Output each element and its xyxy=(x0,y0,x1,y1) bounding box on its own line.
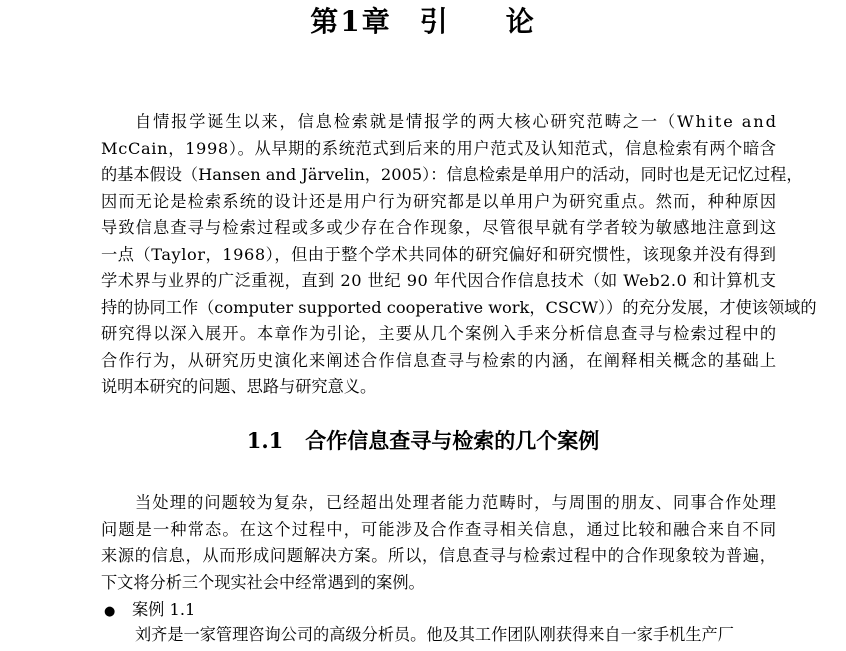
paragraph-line: 刘齐是一家管理咨询公司的高级分析员。他及其工作团队刚获得来自一家手机生产厂 xyxy=(135,625,734,644)
paragraph-line: 自情报学诞生以来，信息检索就是情报学的两大核心研究范畴之一（White and xyxy=(135,112,778,131)
paragraph-line: McCain，1998）。从早期的系统范式到后来的用户范式及认知范式，信息检索有两个暗含 xyxy=(101,138,777,158)
bullet-icon: ● xyxy=(104,604,116,619)
paragraph-line: 导致信息查寻与检索过程或多或少存在合作现象，尽管很早就有学者较为敏感地注意到这 xyxy=(101,218,778,237)
chapter-title-char-1: 引 xyxy=(419,5,450,38)
chapter-title xyxy=(0,2,846,42)
intro-paragraph xyxy=(101,109,817,401)
case-paragraph xyxy=(101,622,776,649)
paragraph-line: 说明本研究的问题、思路与研究意义。 xyxy=(101,377,377,396)
paragraph-line: 一点（Taylor，1968），但由于整个学术共同体的研究偏好和研究惯性，该现象并没有得到 xyxy=(101,244,777,264)
case-heading xyxy=(104,598,195,624)
chapter-number: 第1章 xyxy=(310,5,392,38)
case-title: 案例 1.1 xyxy=(132,600,196,619)
paragraph-line: 下文将分析三个现实社会中经常遇到的案例。 xyxy=(101,572,425,592)
paragraph-line: 来源的信息，从而形成问题解决方案。所以，信息查寻与检索过程中的合作现象较为普遍， xyxy=(101,546,777,565)
paragraph-line: 的基本假设（Hansen and Järvelin，2005）：信息检索是单用户的活动，同时也是无记忆过程， xyxy=(101,165,803,184)
section-paragraph xyxy=(101,490,776,596)
section-heading-text: 合作信息查寻与检索的几个案例 xyxy=(305,428,600,453)
paragraph-line: 问题是一种常态。在这个过程中，可能涉及合作查寻相关信息，通过比较和融合来自不同 xyxy=(101,519,778,539)
chapter-title-char-2: 论 xyxy=(505,5,536,38)
section-title xyxy=(0,424,846,458)
paragraph-line: 研究得以深入展开。本章作为引论，主要从几个案例入手来分析信息查寻与检索过程中的 xyxy=(101,324,778,343)
paragraph-line: 持的协同工作（computer supported cooperative work，CSCW））的充分发展，才使该领域的 xyxy=(101,297,817,317)
paragraph-line: 合作行为，从研究历史演化来阐述合作信息查寻与检索的内涵，在阐释相关概念的基础上 xyxy=(101,350,778,370)
paragraph-line: 因而无论是检索系统的设计还是用户行为研究都是以单用户为研究重点。然而，种种原因 xyxy=(101,191,778,211)
section-number: 1.1 xyxy=(246,428,284,453)
paragraph-line: 当处理的问题较为复杂，已经超出处理者能力范畴时，与周围的朋友、同事合作处理 xyxy=(135,493,778,512)
paragraph-line: 学术界与业界的广泛重视，直到 20 世纪 90 年代因合作信息技术（如 Web2.0 和计算机支 xyxy=(101,271,777,290)
